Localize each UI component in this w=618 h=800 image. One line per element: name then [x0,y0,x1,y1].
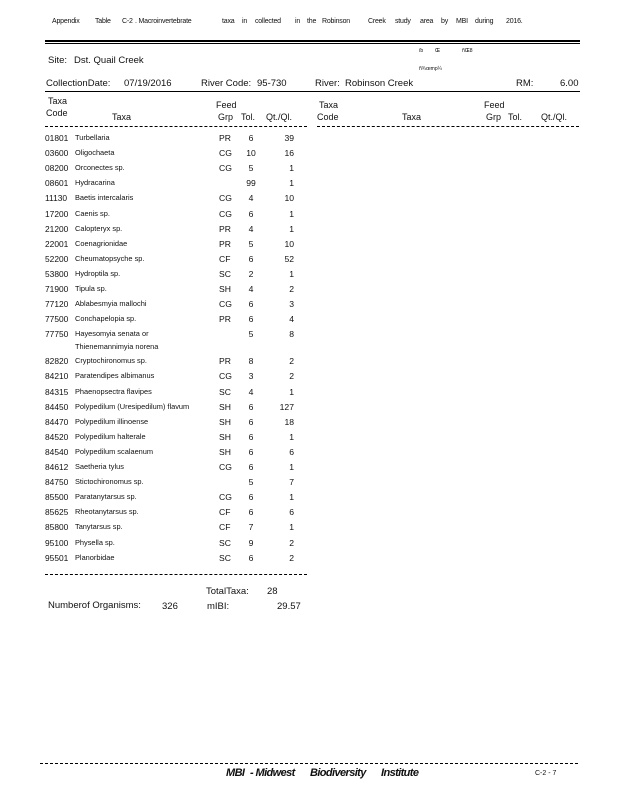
organisms-value: 326 [162,601,178,612]
quantity: 1 [289,163,294,174]
taxa-name: Hayesomyia senata or [75,329,149,339]
tolerance: 6 [248,431,254,442]
tolerance: 3 [248,371,254,382]
tolerance: 6 [248,552,254,563]
tolerance: 6 [248,446,254,457]
taxa-code: 85500 [45,492,69,503]
caption-word: Appendix [52,18,80,25]
feed-group: PR [219,223,231,234]
quantity: 18 [284,416,294,427]
site-name: Dst. Quail Creek [74,55,144,66]
river-name: Robinson Creek [345,78,414,89]
quantity: 2 [289,552,294,563]
tolerance: 6 [248,253,254,264]
feed-group: CG [219,462,232,472]
feed-group: CG [219,299,232,310]
organisms-label: Numberof Organisms: [48,600,141,611]
feed-group: SC [219,552,231,563]
total-taxa-value: 28 [267,586,278,597]
caption-word: C-2 [122,18,133,25]
col-feed-2: Grp [218,112,234,122]
tiny-mark-3: ñŒ8 [462,48,473,54]
taxa-code: 53800 [45,268,69,279]
tolerance: 10 [246,148,256,159]
tolerance: 2 [248,268,254,279]
tolerance: 6 [248,507,254,518]
taxa-name: Polypedilum halterale [75,431,146,441]
tolerance: 8 [248,356,254,367]
tolerance: 7 [248,522,254,533]
feed-group: CF [219,507,231,518]
taxa-code: 17200 [45,208,69,219]
river-label: River: [315,78,340,89]
tiny-mark-1: ïb [419,48,424,54]
site-label: Site: [48,55,68,66]
header-dash-right [317,126,579,127]
taxa-name: Tanytarsus sp. [75,522,123,532]
taxa-name: Oligochaeta [75,148,115,158]
feed-group: CG [219,208,232,219]
taxa-code: 84315 [45,386,69,397]
feed-group: CG [219,163,232,174]
col-taxa-code-1: Taxa [48,96,68,106]
tolerance: 5 [248,163,254,174]
top-rule [45,40,580,42]
taxa-name: Caenis sp. [75,208,110,218]
tolerance: 99 [246,178,256,189]
total-taxa-label: TotalTaxa: [206,586,249,597]
taxa-code: 82820 [45,356,69,367]
quantity: 2 [289,284,294,294]
tolerance: 4 [248,386,254,397]
tolerance: 6 [248,208,254,219]
taxa-name: Hydracarina [75,178,115,188]
taxa-code: 84612 [45,462,69,472]
taxa-name: Rheotanytarsus sp. [75,507,139,517]
caption-word: area [420,18,434,25]
quantity: 6 [289,507,294,518]
taxa-code: 52200 [45,253,69,264]
taxa-name: Calopteryx sp. [75,223,123,233]
quantity: 39 [284,133,294,143]
taxa-name: Ablabesmyia mallochi [75,299,147,309]
taxa-name: Saetheria tylus [75,462,124,471]
taxa-name: Physella sp. [75,537,115,547]
taxa-code: 84750 [45,477,69,488]
caption-word: . Macroinvertebrate [135,18,192,25]
feed-group: CF [219,522,231,533]
col-qtql: Qt./Ql. [266,112,293,122]
col-taxa-right: Taxa [402,112,422,122]
taxa-code: 85800 [45,522,69,533]
feed-group: SH [219,431,231,442]
quantity: 16 [284,148,294,159]
col-tol: Tol. [241,112,256,122]
rm-value: 6.00 [560,78,579,89]
taxa-name: Conchapelopia sp. [75,314,137,324]
quantity: 3 [289,299,294,310]
river-code-label: River Code: [201,78,252,89]
taxa-name: Planorbidae [75,552,115,562]
taxa-code: 95501 [45,552,69,563]
taxa-name: Orconectes sp. [75,163,125,173]
feed-group: SC [219,537,231,548]
tolerance: 6 [248,299,254,310]
tolerance: 6 [248,492,254,503]
caption-word: the [307,18,317,25]
taxa-code: 77500 [45,314,69,325]
quantity: 7 [289,477,294,488]
taxa-code: 84450 [45,401,69,412]
feed-group: SC [219,386,231,397]
taxa-name: Cheumatopsyche sp. [75,253,145,263]
taxa-name: Polypedilum (Uresipedilum) flavum [75,401,190,411]
feed-group: CF [219,253,231,264]
collection-date-label: CollectionDate: [46,78,111,89]
taxa-code: 77750 [45,329,69,340]
taxa-code: 84470 [45,416,69,427]
caption-word: MBI [456,18,468,25]
taxa-code: 22001 [45,238,69,249]
caption-word: by [441,18,448,25]
taxa-code: 71900 [45,284,69,294]
caption-word: during [475,18,494,25]
table-end-dash [45,574,307,575]
feed-group: PR [219,238,231,249]
col-taxa-code-2: Code [46,108,68,118]
feed-group: SH [219,401,231,412]
taxa-name: Coenagrionidae [75,238,128,248]
tolerance: 6 [248,462,254,472]
quantity: 1 [289,522,294,533]
mibi-value: 29.57 [277,601,301,612]
feed-group: CG [219,371,232,382]
taxa-code: 01801 [45,133,69,143]
taxa-name: Polypedilum scalaenum [75,446,154,456]
taxa-name: Cryptochironomus sp. [75,356,147,366]
taxa-name: Paratanytarsus sp. [75,492,137,502]
header-dash-left [45,126,307,127]
taxa-name: Phaenopsectra flavipes [75,386,152,396]
taxa-name: Tipula sp. [75,284,107,293]
feed-group: SH [219,416,231,427]
tiny-mark-2: Œ [435,48,440,54]
taxa-code: 08601 [45,178,69,189]
footer-dash [40,763,578,764]
taxa-code: 11130 [45,193,68,204]
footer-biodiversity: Biodiversity [310,767,366,779]
taxa-code: 84540 [45,446,69,457]
tolerance: 4 [248,284,254,294]
feed-group: SH [219,446,231,457]
taxa-name: Hydroptila sp. [75,268,121,278]
quantity: 52 [284,253,294,264]
caption-word: in [295,18,301,25]
taxa-code: 08200 [45,163,69,174]
taxa-code: 84520 [45,431,69,442]
caption-word: 2016. [506,18,523,25]
quantity: 1 [289,223,294,234]
col-taxa: Taxa [112,112,132,122]
taxa-code: 95100 [45,537,69,548]
tolerance: 6 [248,133,254,143]
taxa-code: 21200 [45,223,69,234]
caption-word: taxa [222,18,235,25]
caption-word: Table [95,18,111,25]
caption-word: in [242,18,248,25]
quantity: 2 [289,356,294,367]
feed-group: PR [219,133,231,143]
quantity: 127 [279,401,294,412]
feed-group: CG [219,193,232,204]
top-rule-thin [45,43,580,44]
taxa-code: 84210 [45,371,69,382]
quantity: 8 [289,329,294,340]
collection-date: 07/19/2016 [124,78,172,89]
quantity: 4 [289,314,294,325]
tolerance: 4 [248,223,254,234]
col-taxa-code-2-right: Code [317,112,339,122]
tiny-mark-4: ñ¾œmp¼ [419,66,442,72]
col-feed-1-right: Feed [484,100,505,110]
quantity: 1 [289,268,294,279]
mibi-label: mIBI: [207,601,230,612]
tolerance: 5 [248,477,254,488]
taxa-code: 85625 [45,507,69,518]
col-tol-right: Tol. [508,112,523,122]
tolerance: 5 [248,329,254,340]
quantity: 1 [289,208,294,219]
col-taxa-code-1-right: Taxa [319,100,339,110]
taxa-name: Stictochironomus sp. [75,477,144,487]
quantity: 10 [284,193,294,204]
feed-group: SH [219,284,231,294]
feed-group: PR [219,314,231,325]
caption-word: Creek [368,18,386,25]
taxa-name: Paratendipes albimanus [75,371,155,381]
feed-group: CG [219,148,232,159]
rm-label: RM: [516,78,534,89]
footer-institute: Institute [381,767,419,779]
tolerance: 9 [248,537,254,548]
caption-word: collected [255,18,281,25]
feed-group: PR [219,356,231,367]
taxa-name: Turbellaria [75,133,110,142]
quantity: 1 [289,386,294,397]
tolerance: 6 [248,314,254,325]
quantity: 2 [289,537,294,548]
river-code: 95-730 [257,78,287,89]
feed-group: SC [219,268,231,279]
caption-word: Robinson [322,18,350,25]
quantity: 1 [289,492,294,503]
tolerance: 4 [248,193,254,204]
col-qtql-right: Qt./Ql. [541,112,568,122]
col-feed-1: Feed [216,100,237,110]
feed-group: CG [219,492,232,503]
col-feed-2-right: Grp [486,112,502,122]
caption-word: study [395,18,411,25]
quantity: 2 [289,371,294,382]
quantity: 10 [284,238,294,249]
taxa-name: Polypedilum illinoense [75,416,149,426]
taxa-code: 03600 [45,148,69,159]
quantity: 6 [289,446,294,457]
tolerance: 6 [248,416,254,427]
taxa-name: Baetis intercalaris [75,193,134,203]
tolerance: 5 [248,238,254,249]
quantity: 1 [289,431,294,442]
quantity: 1 [289,178,294,189]
info-rule [45,91,580,92]
quantity: 1 [289,462,294,472]
page-number: C-2 - 7 [535,770,557,777]
taxa-code: 77120 [45,299,69,310]
taxa-name-continued: Thienemannimyia norena [75,342,159,352]
footer-midwest: - Midwest [250,767,295,779]
tolerance: 6 [248,401,254,412]
footer-mbi: MBI [226,767,245,779]
